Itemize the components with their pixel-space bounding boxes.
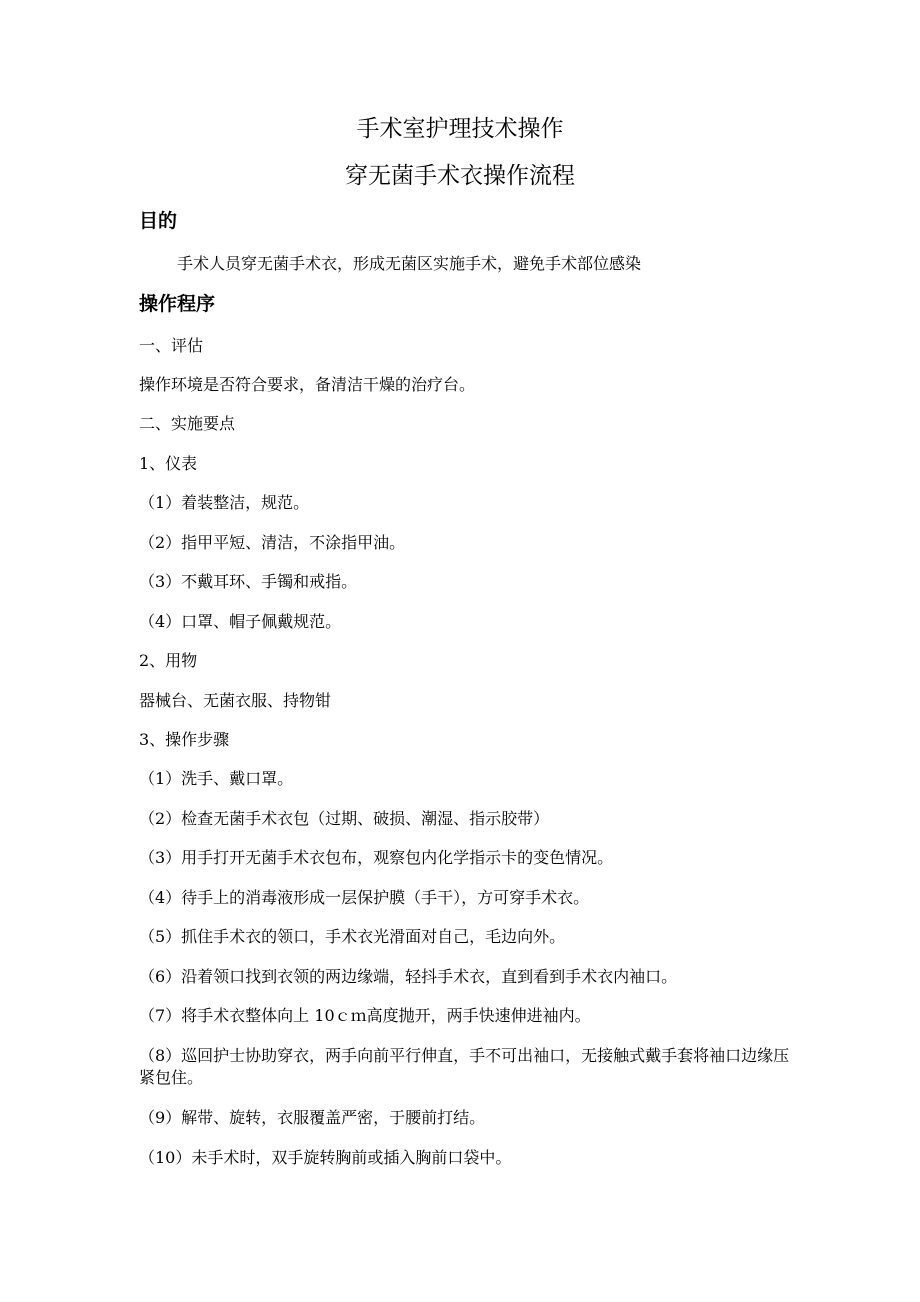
list-item: （3）不戴耳环、手镯和戒指。 xyxy=(139,572,358,591)
list-item: （8）巡回护士协助穿衣，两手向前平行伸直，手不可出袖口，无接触式戴手套将袖口边缘压紧包住。 xyxy=(139,1046,790,1087)
list-item: （10）未手术时，双手旋转胸前或插入胸前口袋中。 xyxy=(139,1148,512,1167)
supplies-text: 器械台、无菌衣服、持物钳 xyxy=(139,691,332,710)
list-item: （9）解带、旋转，衣服覆盖严密，于腰前打结。 xyxy=(139,1108,486,1127)
list-item: （7）将手术衣整体向上 10ｃｍ高度抛开，两手快速伸进袖内。 xyxy=(139,1006,591,1025)
supplies-heading: 2、用物 xyxy=(139,651,198,670)
appearance-heading: 1、仪表 xyxy=(139,454,198,473)
procedure-heading: 操作程序 xyxy=(139,293,216,315)
assessment-text: 操作环境是否符合要求，备清洁干燥的治疗台。 xyxy=(139,375,476,394)
list-item: （3）用手打开无菌手术衣包布，观察包内化学指示卡的变色情况。 xyxy=(139,848,614,867)
implementation-heading: 二、实施要点 xyxy=(139,414,236,433)
assessment-heading: 一、评估 xyxy=(139,336,204,355)
document-title: 手术室护理技术操作 xyxy=(356,116,564,142)
steps-heading: 3、操作步骤 xyxy=(139,730,230,749)
document-subtitle: 穿无菌手术衣操作流程 xyxy=(345,163,575,189)
list-item: （6）沿着领口找到衣领的两边缘端，轻抖手术衣，直到看到手术衣内袖口。 xyxy=(139,967,678,986)
list-item: （5）抓住手术衣的领口，手术衣光滑面对自己，毛边向外。 xyxy=(139,927,566,946)
purpose-text: 手术人员穿无菌手术衣，形成无菌区实施手术，避免手术部位感染 xyxy=(177,254,642,273)
list-item: （1）着装整洁，规范。 xyxy=(139,493,310,512)
list-item: （4）口罩、帽子佩戴规范。 xyxy=(139,612,342,631)
list-item: （2）指甲平短、清洁，不涂指甲油。 xyxy=(139,533,406,552)
list-item: （4）待手上的消毒液形成一层保护膜（手干），方可穿手术衣。 xyxy=(139,888,590,907)
list-item: （1）洗手、戴口罩。 xyxy=(139,769,294,788)
list-item: （2）检查无菌手术衣包（过期、破损、潮湿、指示胶带） xyxy=(139,809,550,828)
purpose-heading: 目的 xyxy=(139,210,178,232)
